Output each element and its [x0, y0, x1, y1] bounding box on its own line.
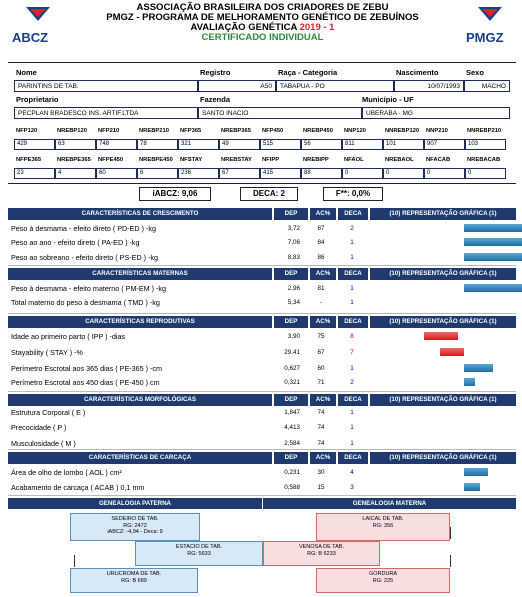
stat-value: 63	[55, 139, 96, 150]
trait-row	[8, 466, 516, 479]
trait-accuracy: 71	[317, 379, 325, 386]
stat-label: NNP120	[344, 128, 366, 134]
section-header	[8, 208, 516, 220]
stat-value: 4	[55, 168, 96, 179]
trait-name: Peso ao ano - efeito direto ( PA-ED ) -kg	[11, 238, 140, 247]
trait-name: Total materno do peso à desmama ( TMD ) -kg	[11, 298, 160, 307]
trait-dep: 4,413	[284, 424, 300, 431]
trait-name: Peso ao sobreano - efeito direto ( PS-ED ) -kg	[11, 253, 159, 262]
trait-deca: 1	[350, 254, 354, 261]
stat-label: NREBP120	[57, 128, 87, 134]
deca-index-value: 2	[280, 189, 285, 198]
registro-value: A50	[198, 80, 276, 92]
stat-label: NFPE450	[98, 157, 124, 163]
header-line-3-text: AVALIAÇÃO GENÉTICA	[190, 22, 300, 33]
abcz-logo-text: ABCZ	[12, 30, 49, 45]
trait-dep: 2,96	[287, 285, 300, 292]
stat-value: 0	[465, 168, 506, 179]
trait-bar	[464, 253, 522, 261]
graph-column-header: (10) REPRESENTAÇÃO GRÁFICA (1)	[370, 452, 516, 464]
stat-label: NFP450	[262, 128, 284, 134]
stat-value: 236	[178, 168, 219, 179]
graph-column-header: (10) REPRESENTAÇÃO GRÁFICA (1)	[370, 268, 516, 280]
dam-dam-rg: RG: 225	[372, 577, 394, 584]
stat-label: NREBSTAY	[221, 157, 252, 163]
trait-deca: 1	[350, 239, 354, 246]
dep-column-header: DEP	[274, 452, 308, 464]
trait-name: Musculosidade ( M )	[11, 439, 76, 448]
deca-column-header: DECA	[338, 268, 368, 280]
stat-label: NFPE365	[16, 157, 42, 163]
abcz-logo	[8, 4, 68, 50]
trait-accuracy: 84	[317, 239, 325, 246]
stat-label: NFP210	[98, 128, 120, 134]
sexo-label: Sexo	[466, 68, 484, 77]
deca-index	[240, 187, 298, 201]
section-divider	[8, 495, 516, 496]
trait-deca: 1	[350, 285, 354, 292]
trait-bar	[440, 348, 464, 356]
trait-row	[8, 236, 516, 249]
fazenda-label: Fazenda	[200, 95, 231, 104]
trait-accuracy: 86	[317, 254, 325, 261]
trait-bar	[464, 284, 522, 292]
trait-accuracy: 74	[317, 440, 325, 447]
nome-label: Nome	[16, 68, 37, 77]
trait-dep: 1,847	[284, 409, 300, 416]
trait-dep: 2,584	[284, 440, 300, 447]
stat-value: 103	[465, 139, 506, 150]
section-title: CARACTERÍSTICAS MATERNAS	[8, 268, 272, 280]
nascimento-value: 10/07/1993	[394, 80, 464, 92]
trait-accuracy: 75	[317, 333, 325, 340]
stat-value: 0	[342, 168, 383, 179]
header-line-1: ASSOCIAÇÃO BRASILEIRA DOS CRIADORES DE ZEBU	[136, 2, 389, 13]
stats-divider	[8, 183, 516, 184]
trait-deca: 1	[350, 409, 354, 416]
stat-label: NNP210	[426, 128, 448, 134]
header-titles	[70, 2, 455, 43]
stat-value: 429	[14, 139, 55, 150]
sire-dam-rg: RG: 5633	[187, 550, 211, 557]
deca-column-header: DECA	[338, 208, 368, 220]
ac-column-header: AC%	[310, 394, 336, 406]
stat-value: 67	[219, 168, 260, 179]
sire-sire-rg: RG: B 689	[121, 577, 147, 584]
trait-row	[8, 421, 516, 434]
raca-label: Raça - Categoria	[278, 68, 338, 77]
dep-column-header: DEP	[274, 208, 308, 220]
municipio-label: Município - UF	[362, 95, 414, 104]
trait-deca: 2	[350, 225, 354, 232]
header-divider	[8, 62, 516, 63]
trait-deca: 1	[350, 440, 354, 447]
trait-deca: 1	[350, 424, 354, 431]
dam-dam-name: GORDURA	[368, 571, 398, 577]
pmgz-logo	[462, 4, 518, 50]
trait-accuracy: 74	[317, 424, 325, 431]
stat-value: 60	[96, 168, 137, 179]
trait-dep: 5,34	[287, 299, 300, 306]
stat-label: NREBP365	[221, 128, 251, 134]
dam-sire-name: VENOSA DE TAB.	[298, 544, 345, 550]
stat-label: NREBP210	[139, 128, 169, 134]
trait-dep: 29,41	[284, 349, 300, 356]
proprietario-value: PECPLAN BRADESCO INS. ARTIF.LTDA	[14, 107, 198, 119]
stat-value: 0	[383, 168, 424, 179]
dam-dam-box[interactable]	[316, 568, 450, 593]
trait-bar	[464, 364, 493, 372]
trait-name: Peso à desmama - efeito direto ( PD-ED ) -kg	[11, 224, 156, 233]
trait-name: Peso à desmama - efeito materno ( PM-EM ) -kg	[11, 284, 166, 293]
trait-deca: 1	[350, 299, 354, 306]
section-divider	[8, 313, 516, 314]
trait-name: Idade ao primeiro parto ( IPP ) -dias	[11, 332, 126, 341]
section-title: CARACTERÍSTICAS REPRODUTIVAS	[8, 316, 272, 328]
stat-label: NREBPE365	[57, 157, 91, 163]
trait-dep: 0,321	[284, 379, 300, 386]
sire-name: SEDEIRO DE TAB.	[111, 516, 159, 522]
section-title: CARACTERÍSTICAS DE CRESCIMENTO	[8, 208, 272, 220]
municipio-value: UBERABA - MG	[362, 107, 510, 119]
proprietario-label: Proprietario	[16, 95, 59, 104]
section-divider	[8, 391, 516, 392]
deca-column-header: DECA	[338, 316, 368, 328]
stat-value: 49	[219, 139, 260, 150]
nome-value: PARINTINS DE TAB.	[14, 80, 198, 92]
trait-name: Perímetro Escrotal aos 450 dias ( PE-450 ) cm	[11, 378, 160, 387]
trait-deca: 3	[350, 484, 354, 491]
trait-dep: 0,231	[284, 469, 300, 476]
header-line-4: CERTIFICADO INDIVIDUAL	[201, 32, 324, 43]
trait-row	[8, 481, 516, 494]
trait-row	[8, 296, 516, 309]
trait-row	[8, 362, 516, 375]
graph-column-header: (10) REPRESENTAÇÃO GRÁFICA (1)	[370, 208, 516, 220]
trait-row	[8, 376, 516, 389]
stat-label: NNREBP210	[467, 128, 502, 134]
stat-label: NFP120	[16, 128, 38, 134]
trait-accuracy: -	[319, 299, 323, 306]
section-header	[8, 316, 516, 328]
trait-dep: 8,83	[287, 254, 300, 261]
stat-value: 101	[383, 139, 424, 150]
trait-name: Estrutura Corporal ( E )	[11, 408, 86, 417]
dam-sire-box[interactable]	[263, 541, 380, 566]
trait-deca: 4	[350, 469, 354, 476]
stat-label: NREBPE450	[139, 157, 173, 163]
trait-row	[8, 282, 516, 295]
trait-name: Acabamento de carcaça ( ACAB ) 0,1 mm	[11, 483, 145, 492]
stat-value: 515	[260, 139, 301, 150]
section-divider	[8, 265, 516, 266]
dep-column-header: DEP	[274, 268, 308, 280]
pmgz-logo-text: PMGZ	[466, 30, 504, 45]
section-header	[8, 452, 516, 464]
header-line-2: PMGZ - PROGRAMA DE MELHORAMENTO GENÉTICO DE ZEBUÍNOS	[106, 12, 419, 23]
sire-rg: RG: 2472	[123, 522, 147, 529]
ac-column-header: AC%	[310, 208, 336, 220]
raca-value: TABAPUA - PO	[276, 80, 394, 92]
trait-dep: 3,72	[287, 225, 300, 232]
genealogia-paterna-header: GENEALOGIA PATERNA	[8, 498, 262, 509]
trait-deca: 8	[350, 333, 354, 340]
section-title: CARACTERÍSTICAS DE CARCAÇA	[8, 452, 272, 464]
sexo-value: MACHO	[464, 80, 510, 92]
header-year: 2019 - 1	[299, 22, 335, 33]
trait-bar	[464, 468, 488, 476]
graph-column-header: (10) REPRESENTAÇÃO GRÁFICA (1)	[370, 316, 516, 328]
trait-bar	[464, 224, 522, 232]
trait-bar	[464, 238, 522, 246]
trait-accuracy: 15	[317, 484, 325, 491]
trait-accuracy: 81	[317, 285, 325, 292]
trait-bar	[464, 483, 480, 491]
dam-rg: RG: 356	[372, 522, 394, 529]
stat-value: 811	[342, 139, 383, 150]
trait-row	[8, 251, 516, 264]
trait-dep: 0,627	[284, 365, 300, 372]
ac-column-header: AC%	[310, 452, 336, 464]
dam-name: LAICAL DE TAB.	[362, 516, 404, 522]
sire-box[interactable]	[70, 513, 200, 541]
stat-value: 748	[96, 139, 137, 150]
stat-label: NFP365	[180, 128, 202, 134]
trait-row	[8, 406, 516, 419]
section-title: CARACTERÍSTICAS MORFOLÓGICAS	[8, 394, 272, 406]
trait-bar	[464, 378, 475, 386]
trait-row	[8, 222, 516, 235]
trait-accuracy: 87	[317, 225, 325, 232]
stat-label: NFIPP	[262, 157, 280, 163]
trait-deca: 1	[350, 365, 354, 372]
stat-value: 0	[424, 168, 465, 179]
ac-column-header: AC%	[310, 316, 336, 328]
tree-connector	[450, 527, 451, 539]
sire-sire-box[interactable]	[70, 568, 198, 593]
trait-accuracy: 67	[317, 349, 325, 356]
iabcz-index: iABCZ: 9,06	[139, 187, 211, 201]
stat-label: NREBAOL	[385, 157, 414, 163]
nascimento-label: Nascimento	[396, 68, 439, 77]
trait-name: Stayability ( STAY ) -%	[11, 348, 83, 357]
trait-deca: 2	[350, 379, 354, 386]
trait-row	[8, 330, 516, 343]
stat-label: NNREBP120	[385, 128, 420, 134]
sire-index: iABCZ: -4,94 - Deca: 9	[107, 529, 163, 535]
tree-connector	[450, 555, 451, 567]
stat-label: NFACAB	[426, 157, 451, 163]
deca-column-header: DECA	[338, 452, 368, 464]
stat-label: NREBIPP	[303, 157, 329, 163]
stat-label: NFAOL	[344, 157, 364, 163]
trait-deca: 7	[350, 349, 354, 356]
trait-dep: 3,90	[287, 333, 300, 340]
genealogia-materna-header: GENEALOGIA MATERNA	[263, 498, 516, 509]
stat-label: NFSTAY	[180, 157, 203, 163]
stat-label: NREBP450	[303, 128, 333, 134]
section-header	[8, 268, 516, 280]
dep-column-header: DEP	[274, 316, 308, 328]
stat-label: NREBACAB	[467, 157, 501, 163]
registro-label: Registro	[200, 68, 231, 77]
trait-name: Perímetro Escrotal aos 365 dias ( PE-365 ) -cm	[11, 364, 162, 373]
sire-dam-box[interactable]	[135, 541, 263, 566]
dam-box[interactable]	[316, 513, 450, 541]
stat-value: 56	[301, 139, 342, 150]
deca-column-header: DECA	[338, 394, 368, 406]
inbreeding-index: F**: 0,0%	[323, 187, 383, 201]
stat-value: 907	[424, 139, 465, 150]
stat-value: 6	[137, 168, 178, 179]
stat-value: 415	[260, 168, 301, 179]
trait-name: Precocidade ( P )	[11, 423, 67, 432]
fazenda-value: SANTO INACIO	[198, 107, 362, 119]
dep-column-header: DEP	[274, 394, 308, 406]
stat-value: 78	[137, 139, 178, 150]
trait-dep: 7,06	[287, 239, 300, 246]
deca-index-label: DECA:	[252, 189, 281, 198]
trait-accuracy: 30	[317, 469, 325, 476]
ac-column-header: AC%	[310, 268, 336, 280]
trait-accuracy: 74	[317, 409, 325, 416]
tree-connector	[74, 555, 75, 567]
trait-name: Área de olho de lombo ( AOL ) cm²	[11, 468, 122, 477]
sire-sire-name: URUCROMA DE TAB.	[106, 571, 162, 577]
stat-value: 321	[178, 139, 219, 150]
stat-value: 88	[301, 168, 342, 179]
stat-value: 23	[14, 168, 55, 179]
certificate-header	[0, 0, 522, 60]
trait-dep: 0,588	[284, 484, 300, 491]
graph-column-header: (10) REPRESENTAÇÃO GRÁFICA (1)	[370, 394, 516, 406]
trait-row	[8, 346, 516, 359]
sire-dam-name: ESTACIO DE TAB.	[175, 544, 223, 550]
dam-sire-rg: RG: B 6233	[307, 550, 336, 557]
trait-bar	[424, 332, 458, 340]
trait-accuracy: 60	[317, 365, 325, 372]
section-divider	[8, 449, 516, 450]
section-header	[8, 394, 516, 406]
